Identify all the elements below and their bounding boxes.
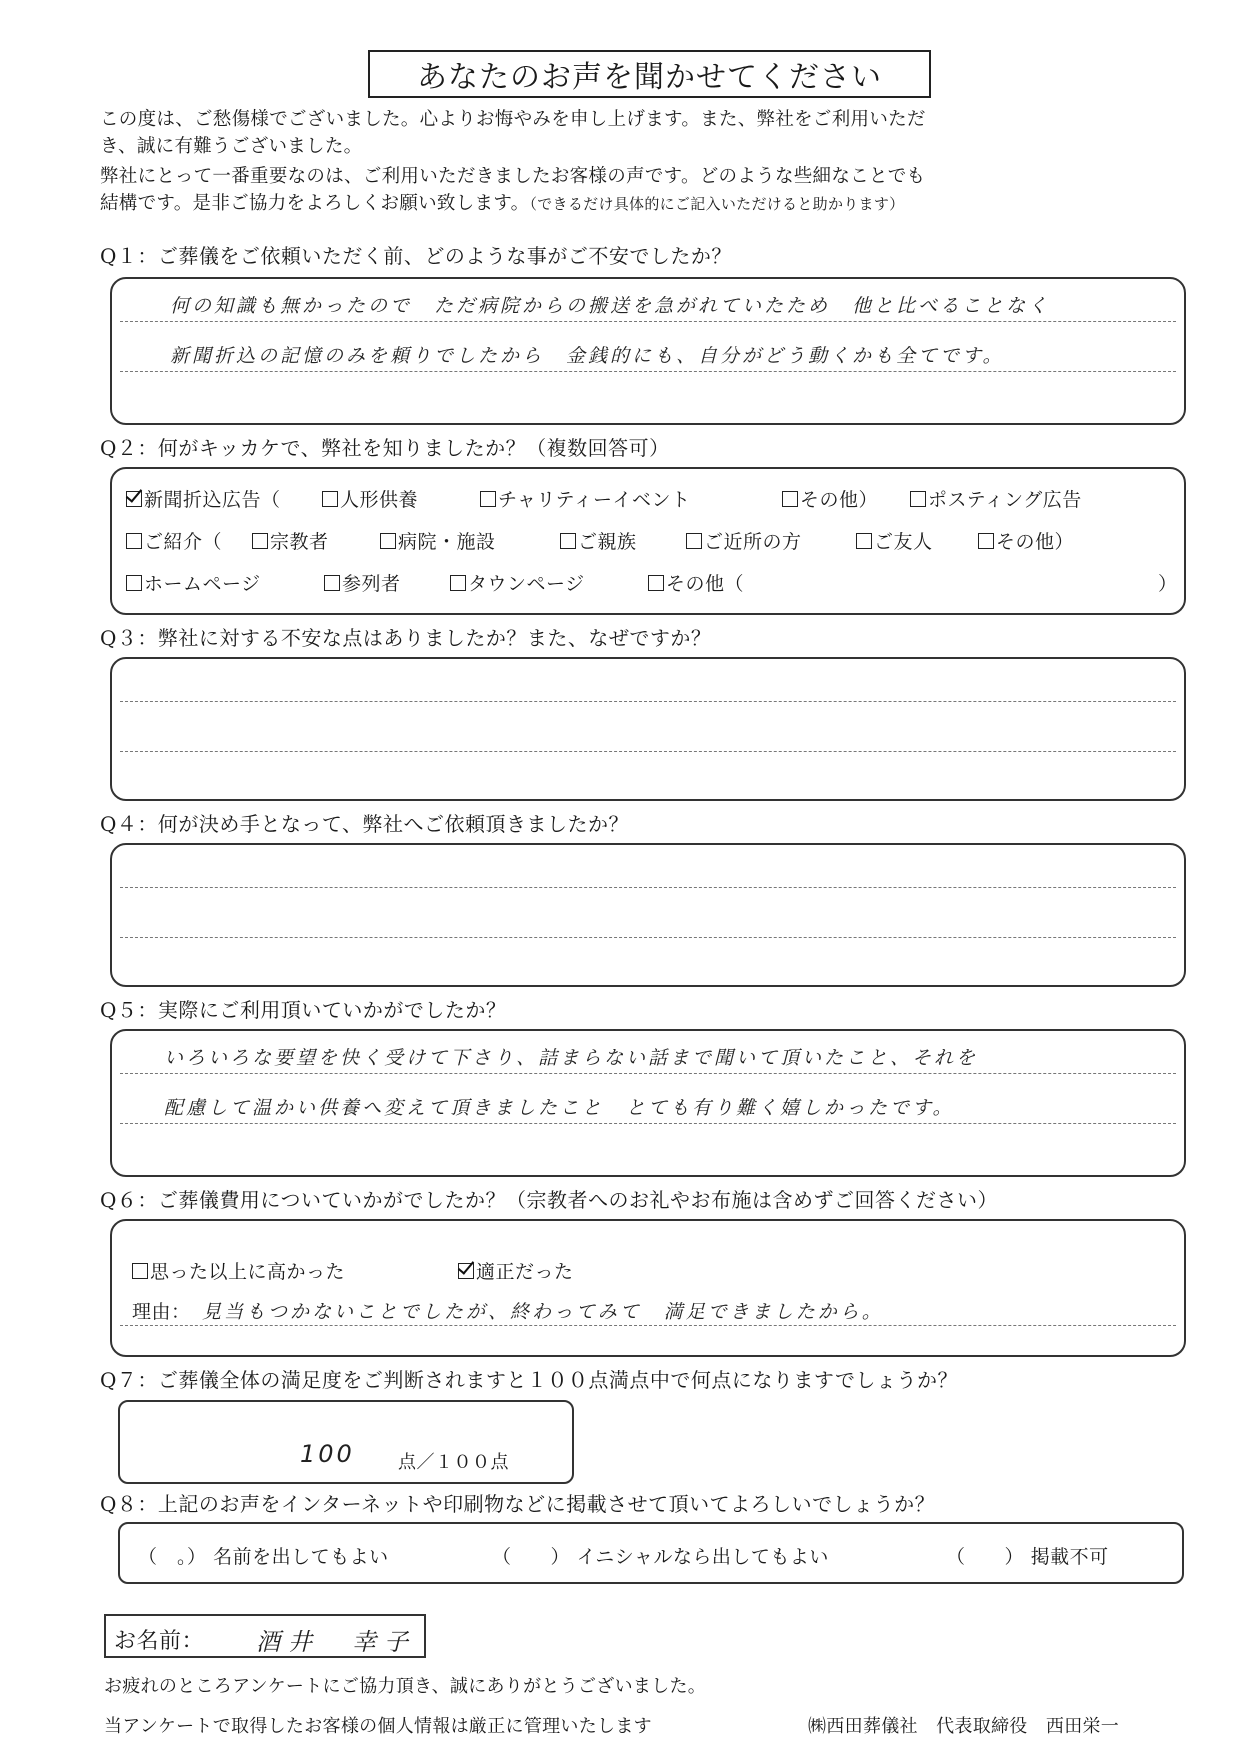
checkbox-icon[interactable] xyxy=(978,533,994,549)
q2-option-doll-memorial[interactable] xyxy=(322,485,418,512)
checkbox-icon[interactable] xyxy=(560,533,576,549)
q2-option-homepage[interactable] xyxy=(126,569,261,596)
q4-rule-1 xyxy=(120,887,1176,888)
checkbox-icon[interactable] xyxy=(126,491,142,507)
name-box xyxy=(104,1614,426,1658)
checkbox-icon[interactable] xyxy=(324,575,340,591)
q2-option-label: その他） xyxy=(996,531,1075,553)
q1-answer-line-1: 何の知識も無かったので ただ病院からの搬送を急がれていたため 他と比べることなく xyxy=(170,295,1051,317)
q6-option-label: 思った以上に高かった xyxy=(150,1261,346,1283)
intro-line-1: この度は、ご愁傷様でございました。心よりお悔やみを申し上げます。また、弊社をご利用いただ xyxy=(100,109,926,130)
q6-reason-text: 見当もつかないことでしたが、終わってみて 満足できましたから。 xyxy=(202,1301,884,1323)
q2-option-label: 病院・施設 xyxy=(398,531,496,553)
q3-rule-1 xyxy=(120,701,1176,702)
q2-option-label: タウンページ xyxy=(468,573,585,595)
q8-option-mark[interactable]: （ ） xyxy=(946,1546,1025,1568)
q2-option-relatives[interactable] xyxy=(560,527,637,554)
q2-option-label: 新聞折込広告（ xyxy=(144,489,281,511)
checkbox-icon[interactable] xyxy=(132,1263,148,1279)
q2-option-label: ご近所の方 xyxy=(704,531,802,553)
q2-option-label: ご親族 xyxy=(578,531,637,553)
q2-option-hospital[interactable] xyxy=(380,527,496,554)
checkbox-icon[interactable] xyxy=(686,533,702,549)
q6-option-reasonable[interactable] xyxy=(458,1257,574,1284)
q8-option-name-ok[interactable] xyxy=(138,1542,389,1569)
q8-option-label: 名前を出してもよい xyxy=(213,1546,389,1568)
q8-option-no-publish[interactable] xyxy=(946,1542,1109,1569)
q2-option-friend[interactable] xyxy=(856,527,933,554)
intro-line-4 xyxy=(100,190,1180,218)
q1-question: Q１：ご葬儀をご依頼いただく前、どのような事がご不安でしたか？ xyxy=(100,244,732,268)
intro-line-3: 弊社にとって一番重要なのは、ご利用いただきましたお客様の声です。どのような些細なことでも xyxy=(100,166,926,187)
q8-option-mark[interactable]: （ 。） xyxy=(138,1546,207,1568)
checkbox-icon[interactable] xyxy=(458,1263,474,1279)
intro-note: （できるだけ具体的にご記入いただけると助かります） xyxy=(529,195,905,213)
q4-rule-2 xyxy=(120,937,1176,938)
q1-answer-box[interactable] xyxy=(110,277,1186,425)
footer-company: ㈱西田葬儀社 代表取締役 西田栄一 xyxy=(808,1716,1120,1737)
q8-option-label: イニシャルなら出してもよい xyxy=(576,1546,829,1568)
q1-answer-line-2: 新聞折込の記憶のみを頼りでしたから 金銭的にも、自分がどう動くかも全てです。 xyxy=(170,345,1005,367)
q6-rule xyxy=(120,1325,1176,1326)
checkbox-icon[interactable] xyxy=(648,575,664,591)
q2-option-other-1[interactable] xyxy=(782,485,878,512)
q2-option-label: その他） xyxy=(800,489,879,511)
footer-privacy: 当アンケートで取得したお客様の個人情報は厳正に管理いたします xyxy=(104,1716,652,1737)
q2-option-label: ホームページ xyxy=(144,573,261,595)
q2-option-label: チャリティーイベント xyxy=(498,489,691,511)
checkbox-icon[interactable] xyxy=(910,491,926,507)
q1-rule-1 xyxy=(120,321,1176,322)
q2-option-attendee[interactable] xyxy=(324,569,401,596)
q2-question: Q２：何がキッカケで、弊社を知りましたか？（複数回答可） xyxy=(100,436,670,460)
q3-answer-box[interactable] xyxy=(110,657,1186,801)
q2-option-clergy[interactable] xyxy=(252,527,329,554)
name-value: 酒井 幸子 xyxy=(256,1628,416,1656)
q6-option-too-expensive[interactable] xyxy=(132,1257,345,1284)
checkbox-icon[interactable] xyxy=(380,533,396,549)
q6-option-label: 適正だった xyxy=(476,1261,574,1283)
checkbox-icon[interactable] xyxy=(252,533,268,549)
q5-answer-box[interactable] xyxy=(110,1029,1186,1177)
q8-option-mark[interactable]: （ ） xyxy=(492,1546,571,1568)
q2-options-box xyxy=(110,467,1186,615)
q6-question: Q６：ご葬儀費用についていかがでしたか？（宗教者へのお礼やお布施は含めずご回答ください） xyxy=(100,1188,998,1212)
q2-option-label: ポスティング広告 xyxy=(928,489,1082,511)
q1-rule-2 xyxy=(120,371,1176,372)
footer-thanks: お疲れのところアンケートにご協力頂き、誠にありがとうございました。 xyxy=(104,1676,707,1697)
page-title: あなたのお声を聞かせてください xyxy=(368,50,931,98)
q2-option-label: ご友人 xyxy=(874,531,933,553)
intro-line-2: き、誠に有難うございました。 xyxy=(100,136,363,157)
q2-option-neighbor[interactable] xyxy=(686,527,802,554)
q5-rule-1 xyxy=(120,1073,1176,1074)
q3-question: Q３：弊社に対する不安な点はありましたか？また、なぜですか？ xyxy=(100,626,712,650)
name-label: お名前： xyxy=(114,1629,205,1654)
q2-option-other-3[interactable] xyxy=(648,569,744,596)
q2-option-posting-ad[interactable] xyxy=(910,485,1082,512)
checkbox-icon[interactable] xyxy=(126,575,142,591)
q8-question: Q８：上記のお声をインターネットや印刷物などに掲載させて頂いてよろしいでしょうか？ xyxy=(100,1492,936,1516)
q5-question: Q５：実際にご利用頂いていかがでしたか？ xyxy=(100,998,507,1022)
q2-option-referral[interactable] xyxy=(126,527,222,554)
checkbox-icon[interactable] xyxy=(856,533,872,549)
checkbox-icon[interactable] xyxy=(782,491,798,507)
q4-question: Q４：何が決め手となって、弊社へご依頼頂きましたか？ xyxy=(100,812,629,836)
q2-option-label: 参列者 xyxy=(342,573,401,595)
checkbox-icon[interactable] xyxy=(322,491,338,507)
intro-line-4-text: 結構です。是非ご協力をよろしくお願い致します。 xyxy=(100,193,530,214)
q8-option-label: 掲載不可 xyxy=(1030,1546,1109,1568)
checkbox-icon[interactable] xyxy=(126,533,142,549)
checkbox-icon[interactable] xyxy=(480,491,496,507)
q3-rule-2 xyxy=(120,751,1176,752)
q5-rule-2 xyxy=(120,1123,1176,1124)
q2-option-townpage[interactable] xyxy=(450,569,585,596)
q2-option-other-2[interactable] xyxy=(978,527,1074,554)
q2-option-label: 人形供養 xyxy=(340,489,419,511)
q7-score-suffix: 点／１００点 xyxy=(398,1452,509,1473)
checkbox-icon[interactable] xyxy=(450,575,466,591)
q5-answer-line-1: いろいろな要望を快く受けて下さり、詰まらない話まで聞いて頂いたこと、それを xyxy=(164,1047,979,1069)
q8-options-box xyxy=(118,1522,1184,1584)
q8-option-initials-ok[interactable] xyxy=(492,1542,829,1569)
q7-score-value: 100 xyxy=(300,1440,355,1468)
q2-option-label: その他（ xyxy=(666,573,745,595)
q2-option-charity-event[interactable] xyxy=(480,485,691,512)
q6-answer-box xyxy=(110,1219,1186,1357)
q7-score-box[interactable] xyxy=(118,1400,574,1484)
q2-option-label: ご紹介（ xyxy=(144,531,223,553)
q6-reason-label: 理由： xyxy=(132,1301,191,1323)
q2-other-close-paren: ） xyxy=(1158,573,1178,595)
q4-answer-box[interactable] xyxy=(110,843,1186,987)
q7-question: Q７：ご葬儀全体の満足度をご判断されますと１００点満点中で何点になりますでしょうか？ xyxy=(100,1368,958,1392)
q2-option-label: 宗教者 xyxy=(270,531,329,553)
q2-option-newspaper[interactable] xyxy=(126,485,281,512)
q5-answer-line-2: 配慮して温かい供養へ変えて頂きましたこと とても有り難く嬉しかったです。 xyxy=(164,1097,955,1119)
